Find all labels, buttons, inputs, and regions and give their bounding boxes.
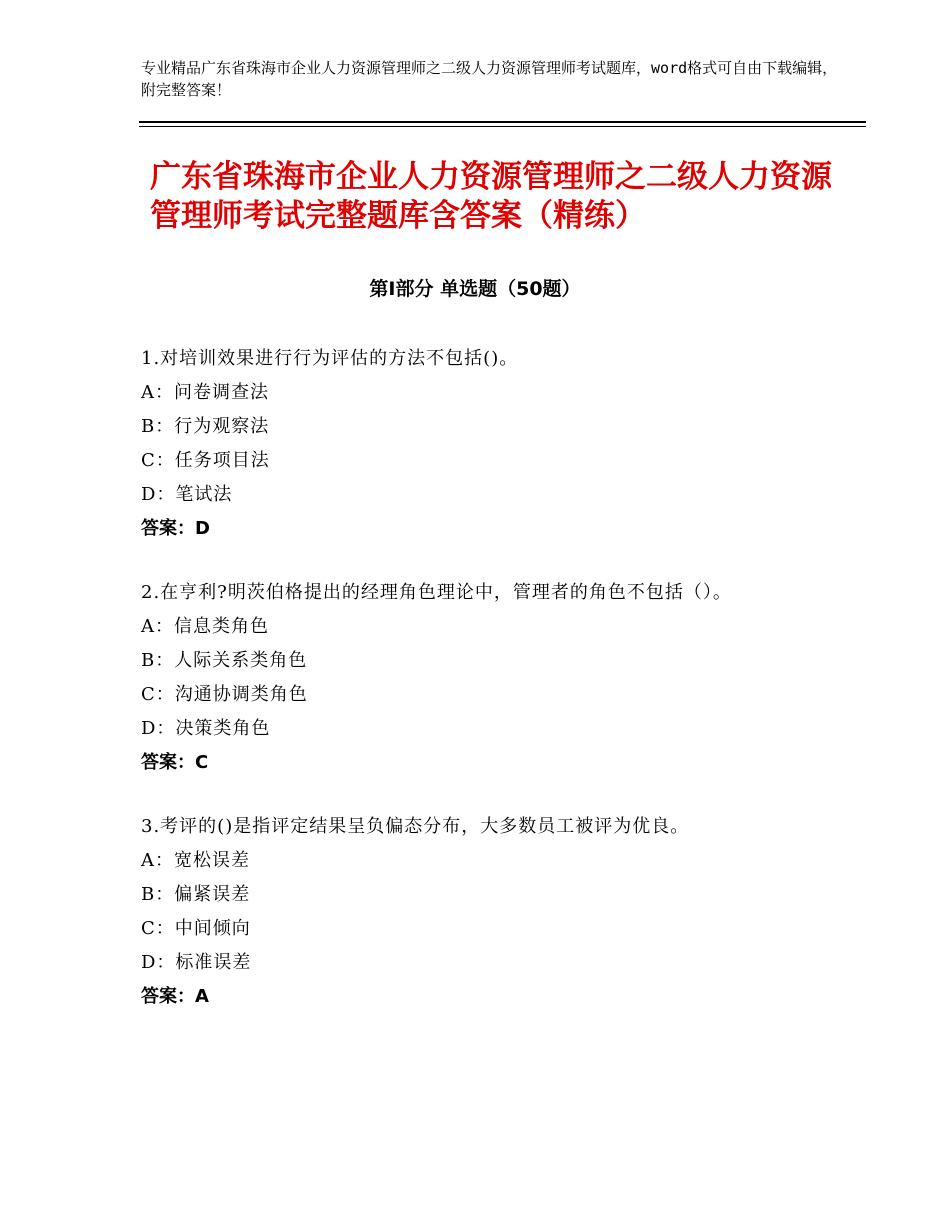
option-a: A：宽松误差 — [141, 850, 250, 871]
option-a: A：问卷调查法 — [141, 382, 269, 403]
option-b: B：人际关系类角色 — [141, 650, 308, 671]
section-title: 第Ⅰ部分 单选题（50题） — [369, 278, 581, 300]
option-c: C：沟通协调类角色 — [141, 684, 308, 705]
question-stem: 2.在亨利?明茨伯格提出的经理角色理论中，管理者的角色不包括（）。 — [141, 582, 732, 603]
answer-line: 答案：A — [141, 986, 209, 1007]
header-divider-thick — [139, 121, 866, 123]
option-d: D：笔试法 — [141, 484, 233, 505]
document-title: 广东省珠海市企业人力资源管理师之二级人力资源管理师考试完整题库含答案（精练） — [150, 159, 832, 234]
question-stem: 1.对培训效果进行行为评估的方法不包括()。 — [141, 348, 519, 369]
question-list — [141, 342, 811, 1044]
header-note: 专业精品广东省珠海市企业人力资源管理师之二级人力资源管理师考试题库，word格式可自由下载编辑，附完整答案！ — [141, 59, 838, 99]
answer-line: 答案：D — [141, 518, 210, 539]
option-d: D：决策类角色 — [141, 718, 271, 739]
header-divider-thin — [139, 126, 866, 127]
question-item — [141, 810, 811, 1014]
option-b: B：行为观察法 — [141, 416, 270, 437]
answer-line: 答案：C — [141, 752, 209, 773]
option-c: C：任务项目法 — [141, 450, 270, 471]
question-item — [141, 576, 811, 780]
option-d: D：标准误差 — [141, 952, 252, 973]
question-stem: 3.考评的()是指评定结果呈负偏态分布，大多数员工被评为优良。 — [141, 816, 690, 837]
option-a: A：信息类角色 — [141, 616, 269, 637]
question-item — [141, 342, 811, 546]
option-c: C：中间倾向 — [141, 918, 251, 939]
option-b: B：偏紧误差 — [141, 884, 251, 905]
